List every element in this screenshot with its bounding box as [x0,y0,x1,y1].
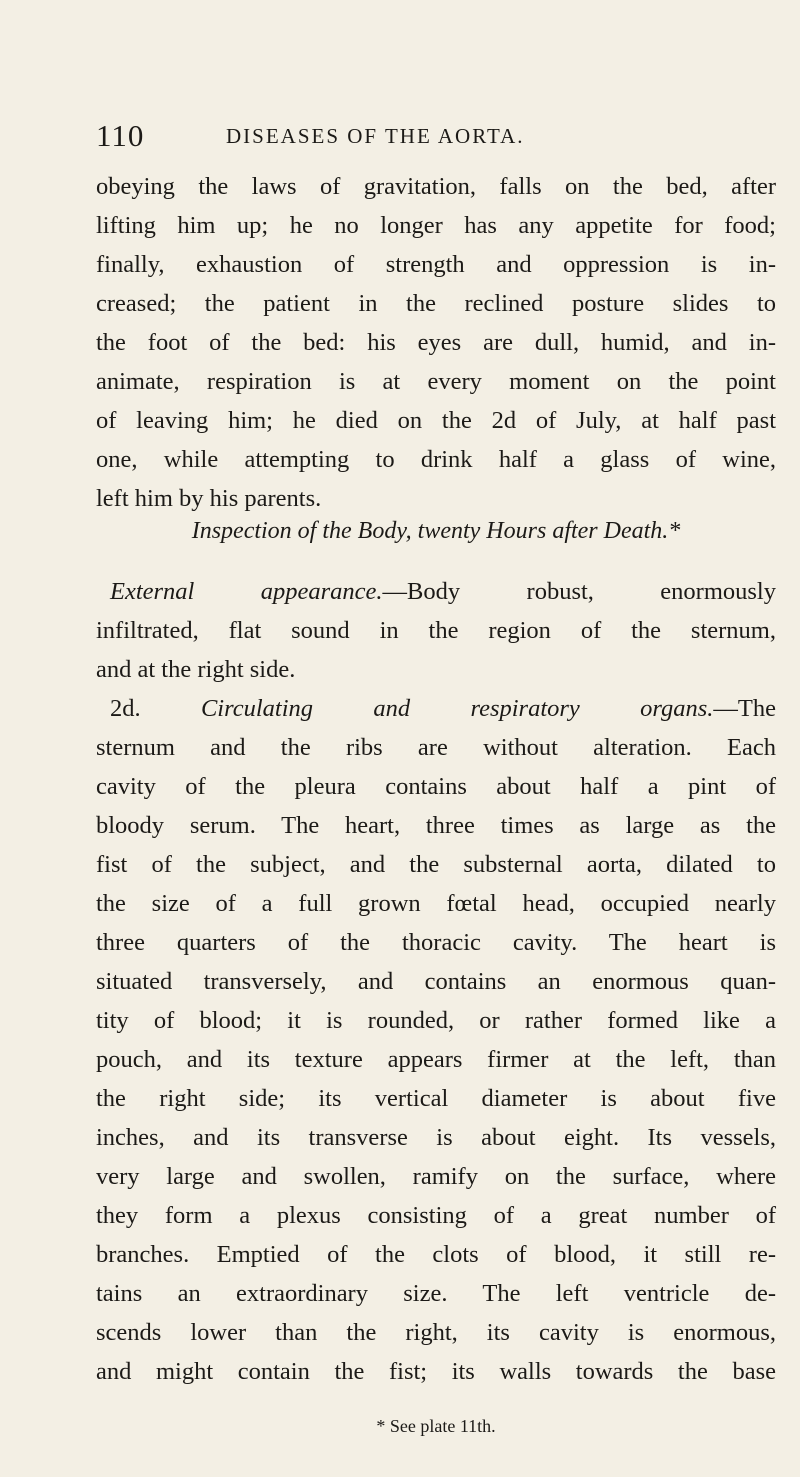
text-line: animate, respiration is at every moment on the point [96,368,776,395]
text-line: left him by his parents. [96,485,322,512]
text-line: scends lower than the right, its cavity is enormous, [96,1319,776,1346]
organs-label: Circulating and respiratory organs. [200,695,714,722]
text-line: bloody serum. The heart, three times as large as the [96,812,776,839]
text-line: tains an extraordinary size. The left ventricle de- [96,1280,776,1307]
external-label: External appearance. [110,578,383,605]
section-number: 2d. [110,695,141,722]
external-rest: —Body robust, enormously [382,578,776,605]
text-line: the size of a full grown fœtal head, occupied nearly [96,890,776,917]
page-number: 110 [96,118,145,153]
text-line: and at the right side. [96,656,296,683]
text-line: finally, exhaustion of strength and oppression is in- [96,251,776,278]
text-line: very large and swollen, ramify on the surface, where [96,1163,776,1190]
organs-rest: —The [713,695,777,722]
text-line: creased; the patient in the reclined posture slides to [96,290,776,317]
text-line: branches. Emptied of the clots of blood, it still re- [96,1241,776,1268]
text-line: they form a plexus consisting of a great number of [96,1202,776,1229]
text-line: one, while attempting to drink half a glass of wine, [96,446,776,473]
text-line: fist of the subject, and the substernal aorta, dilated to [96,851,776,878]
text-line: of leaving him; he died on the 2d of July, at half past [96,407,776,434]
section-heading: Inspection of the Body, twenty Hours after Death.* [191,518,681,544]
text-line: situated transversely, and contains an enormous quan- [96,968,776,995]
text-line: cavity of the pleura contains about half a pint of [96,773,776,800]
text-line: lifting him up; he no longer has any appetite for food; [96,212,776,239]
text-line: the foot of the bed: his eyes are dull, humid, and in- [96,329,776,356]
page-header [96,118,776,158]
text-line: inches, and its transverse is about eight. Its vessels, [96,1124,776,1151]
text-line: and might contain the fist; its walls towards the base [96,1358,776,1385]
text-line: sternum and the ribs are without alteration. Each [96,734,776,761]
text-line: pouch, and its texture appears firmer at the left, than [96,1046,776,1073]
text-line [96,572,776,611]
text-line: infiltrated, flat sound in the region of the sternum, [96,617,776,644]
text-line [96,689,776,728]
text-line: the right side; its vertical diameter is about five [96,1085,776,1112]
footnote: * See plate 11th. [376,1416,496,1436]
text-line: tity of blood; it is rounded, or rather formed like a [96,1007,776,1034]
text-line: three quarters of the thoracic cavity. The heart is [96,929,776,956]
running-head: DISEASES OF THE AORTA. [226,124,525,148]
autopsy-section [96,572,776,1391]
paragraph-1 [96,167,776,518]
text-line: obeying the laws of gravitation, falls on the bed, after [96,173,776,200]
